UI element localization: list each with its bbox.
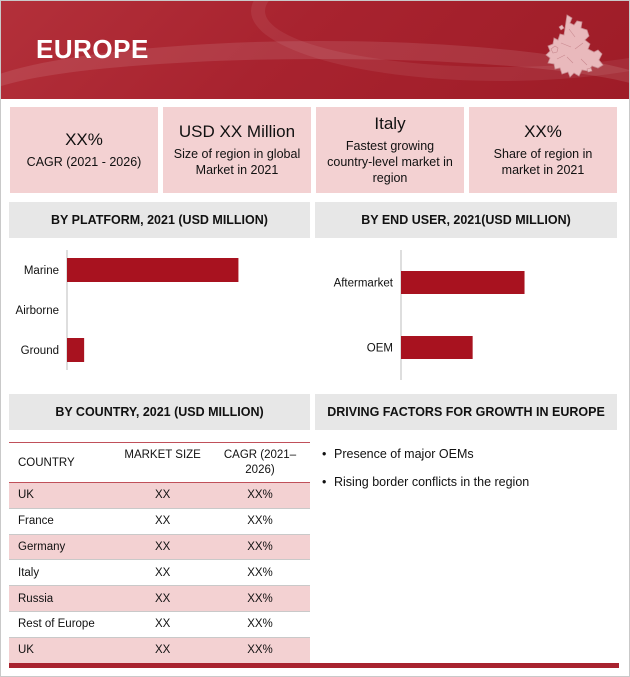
bar-ground <box>67 338 84 362</box>
bar-aftermarket <box>401 271 525 294</box>
cell-cagr: XX% <box>210 508 310 534</box>
stat-value: XX% <box>65 130 103 149</box>
stat-value: Italy <box>374 114 406 133</box>
cell-country: Russia <box>9 586 115 612</box>
cell-market-size: XX <box>115 534 210 560</box>
cell-country: Germany <box>9 534 115 560</box>
cell-cagr: XX% <box>210 586 310 612</box>
category-label: Aftermarket <box>333 277 393 290</box>
category-label: Marine <box>23 265 59 277</box>
column-header-cagr: CAGR (2021–2026) <box>210 443 310 483</box>
header-banner <box>1 1 629 99</box>
bar-marine <box>67 258 238 282</box>
cell-market-size: XX <box>115 637 210 663</box>
stat-value: USD XX Million <box>178 122 296 141</box>
cell-cagr: XX% <box>210 560 310 586</box>
section-header-drivers: DRIVING FACTORS FOR GROWTH IN EUROPE <box>315 394 617 430</box>
bar-oem <box>401 336 473 359</box>
cell-cagr: XX% <box>210 534 310 560</box>
cell-cagr: XX% <box>210 637 310 663</box>
table-row <box>9 483 310 509</box>
stat-label: Fastest growing country-level market in region <box>327 139 453 185</box>
end-user-bar-chart <box>315 240 617 380</box>
page-title: EUROPE <box>36 34 149 64</box>
category-label: Ground <box>20 345 59 357</box>
column-header-market-size: MARKET SIZE <box>115 443 210 483</box>
stat-label: Share of region in market in 2021 <box>493 147 593 177</box>
cell-country: Italy <box>9 560 115 586</box>
stat-card-share <box>469 107 617 193</box>
cell-country: UK <box>9 483 115 509</box>
cell-country: Rest of Europe <box>9 611 115 637</box>
stat-value: XX% <box>524 122 562 141</box>
section-header-end-user: BY END USER, 2021(USD MILLION) <box>315 202 617 238</box>
category-label: OEM <box>366 342 393 355</box>
cell-market-size: XX <box>115 560 210 586</box>
cell-market-size: XX <box>115 508 210 534</box>
cell-country: France <box>9 508 115 534</box>
table-row <box>9 508 310 534</box>
cell-market-size: XX <box>115 586 210 612</box>
bottom-accent-bar <box>9 663 619 668</box>
table-row <box>9 637 310 663</box>
column-header-country: COUNTRY <box>9 443 115 483</box>
cell-country: UK <box>9 637 115 663</box>
table-row <box>9 534 310 560</box>
table-row <box>9 611 310 637</box>
stat-card-size <box>163 107 311 193</box>
table-row <box>9 586 310 612</box>
table-header-row <box>9 443 310 483</box>
section-header-country: BY COUNTRY, 2021 (USD MILLION) <box>9 394 310 430</box>
europe-map-icon <box>529 9 609 89</box>
stat-label: Size of region in global Market in 2021 <box>173 147 301 177</box>
cell-market-size: XX <box>115 611 210 637</box>
list-item: • Presence of major OEMs <box>322 446 622 462</box>
table-row <box>9 560 310 586</box>
cell-cagr: XX% <box>210 483 310 509</box>
country-table <box>9 442 310 664</box>
drivers-list <box>322 446 622 502</box>
cell-cagr: XX% <box>210 611 310 637</box>
platform-bar-chart <box>9 240 310 380</box>
stat-label: CAGR (2021 - 2026) <box>26 155 142 169</box>
stat-card-cagr <box>10 107 158 193</box>
category-label: Airborne <box>15 305 59 317</box>
list-item: • Rising border conflicts in the region <box>322 474 622 490</box>
stat-card-fastest <box>316 107 464 193</box>
section-header-platform: BY PLATFORM, 2021 (USD MILLION) <box>9 202 310 238</box>
cell-market-size: XX <box>115 483 210 509</box>
